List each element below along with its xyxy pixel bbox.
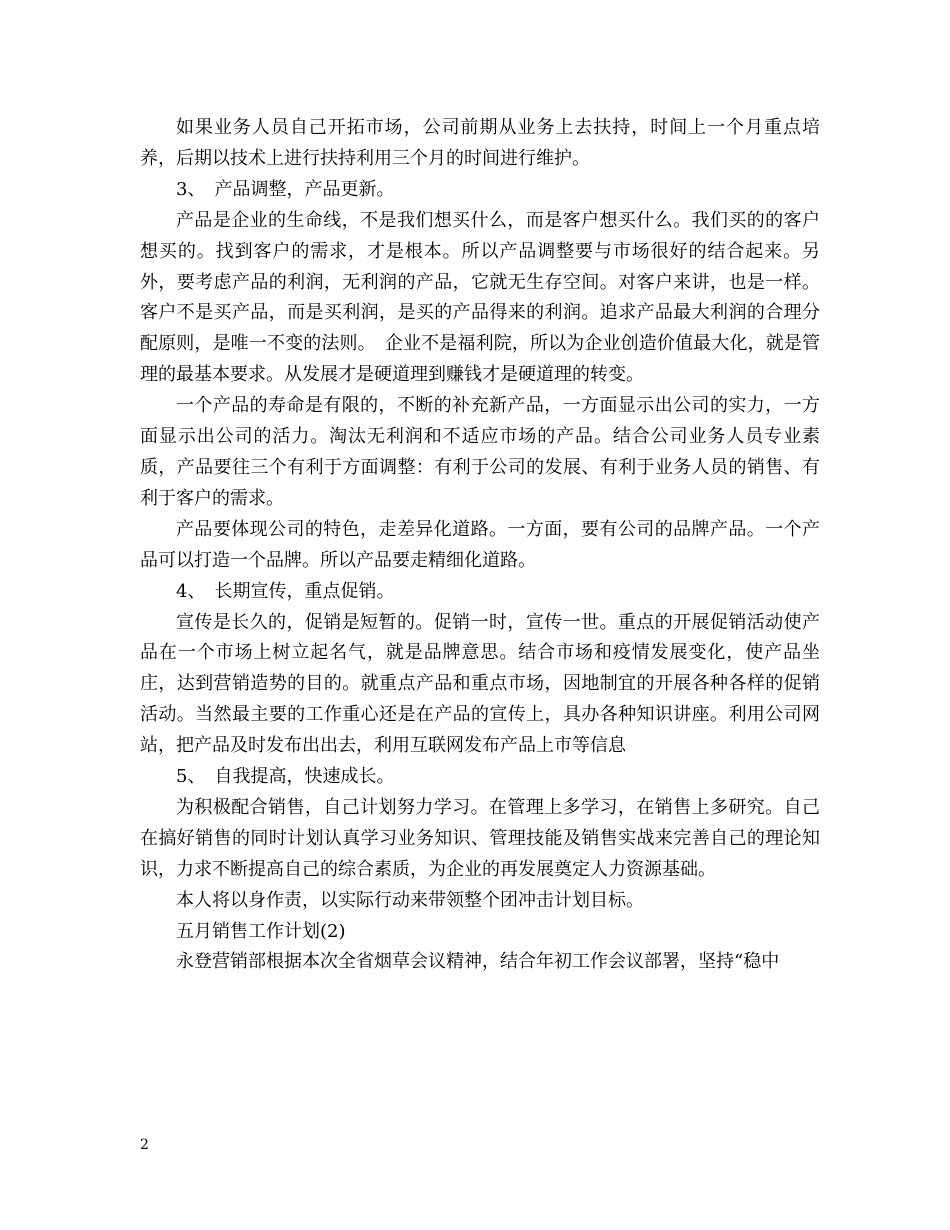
paragraph: 如果业务人员自己开拓市场，公司前期从业务上去扶持，时间上一个月重点培养，后期以技术上进行扶持利用三个月的时间进行维护。 — [140, 117, 820, 169]
paragraph: 宣传是长久的，促销是短暂的。促销一时，宣传一世。重点的开展促销活动使产品在一个市场上树立起名气，就是品牌意思。结合市场和疫情发展变化，使产品坐庄，达到营销造势的目的。就重点产品和重点市场，因地制宜的开展各种各样的促销活动。当然最主要的工作重心还是在产品的宣传上，具办各种知识讲座。利用公司网站，把产品及时发布出出去，利用互联网发布产品上市等信息 — [140, 611, 820, 757]
document-title: 五月销售工作计划(2) — [176, 920, 346, 942]
paragraph: 产品要体现公司的特色，走差异化道路。一方面，要有公司的品牌产品。一个产品可以打造一个品牌。所以产品要走精细化道路。 — [140, 518, 820, 571]
paragraph: 永登营销部根据本次全省烟草会议精神，结合年初工作会议部署，坚持“稳中 — [176, 951, 780, 973]
document-body — [140, 113, 820, 978]
paragraph: 一个产品的寿命是有限的，不断的补充新产品，一方面显示出公司的实力，一方面显示出公司的活力。淘汰无利润和不适应市场的产品。结合公司业务人员专业素质，产品要往三个有利于方面调整：有利于公司的发展、有利于业务人员的销售、有利于客户的需求。 — [140, 395, 820, 509]
section-heading: 4、 长期宣传，重点促销。 — [176, 580, 395, 602]
paragraph: 产品是企业的生命线，不是我们想买什么，而是客户想买什么。我们买的的客户想买的。找到客户的需求，才是根本。所以产品调整要与市场很好的结合起来。另外，要考虑产品的利润，无利润的产品，它就无生存空间。对客户来讲，也是一样。客户不是买产品，而是买利润，是买的产品得来的利润。追求产品最大利润的合理分配原则，是唯一不变的法则。 企业不是福利院，所以为企业创造价值最大化，就是管理的最基本要求。从发展才是硬道理到赚钱才是硬道理的转变。 — [140, 209, 820, 386]
page-number: 2 — [140, 1137, 149, 1153]
paragraph: 为积极配合销售，自己计划努力学习。在管理上多学习，在销售上多研究。自己在搞好销售的同时计划认真学习业务知识、管理技能及销售实战来完善自己的理论知识，力求不断提高自己的综合素质，为企业的再发展奠定人力资源基础。 — [140, 796, 820, 880]
section-heading: 5、 自我提高，快速成长。 — [176, 766, 395, 788]
paragraph: 本人将以身作责，以实际行动来带领整个团冲击计划目标。 — [176, 889, 644, 911]
section-heading: 3、 产品调整，产品更新。 — [176, 178, 395, 200]
